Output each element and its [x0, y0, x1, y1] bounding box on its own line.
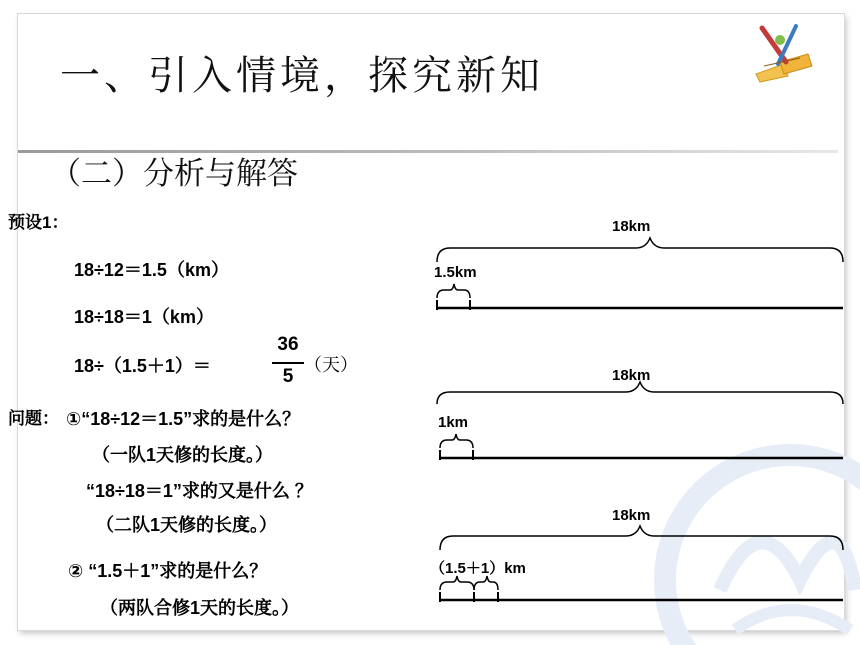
diagram-3-total-label: 18km — [612, 507, 651, 524]
equation-2: 18÷18＝1（km） — [74, 307, 214, 327]
fraction-numerator: 36 — [277, 334, 299, 355]
equation-3-left: 18÷（1.5＋1）＝ — [74, 356, 211, 376]
diagram-3-part-label: （1.5＋1）km — [430, 560, 526, 577]
slide-title: 一、引入情境，探究新知 — [60, 53, 544, 99]
question-1b: “18÷18＝1”求的又是什么 ？ — [86, 481, 313, 501]
answer-2: （两队合修1天的长度。） — [100, 598, 300, 618]
diagram-2-total-label: 18km — [612, 367, 651, 384]
diagram-2-part-label: 1km — [438, 414, 469, 431]
fraction-denominator: 5 — [282, 366, 294, 387]
section-subtitle: （二）分析与解答 — [50, 156, 298, 192]
diagram-1-total-label: 18km — [612, 218, 651, 235]
answer-1: （一队1天修的长度。） — [92, 445, 274, 465]
question-2: ② “1.5＋1”求的是什么？ — [68, 561, 268, 581]
watermark-emblem-icon — [640, 440, 860, 645]
equation-1: 18÷12＝1.5（km） — [74, 260, 229, 280]
fraction-bar — [272, 362, 304, 364]
pencil-ruler-logo-icon — [750, 18, 816, 84]
answer-1b: （二队1天修的长度。） — [96, 515, 278, 535]
diagram-1-part-label: 1.5km — [434, 264, 477, 281]
equation-3-unit: （天） — [304, 355, 358, 376]
questions-label: 问题： — [8, 409, 59, 428]
preset-label: 预设1： — [8, 213, 69, 232]
question-1: ①“18÷12＝1.5”求的是什么？ — [66, 409, 301, 429]
